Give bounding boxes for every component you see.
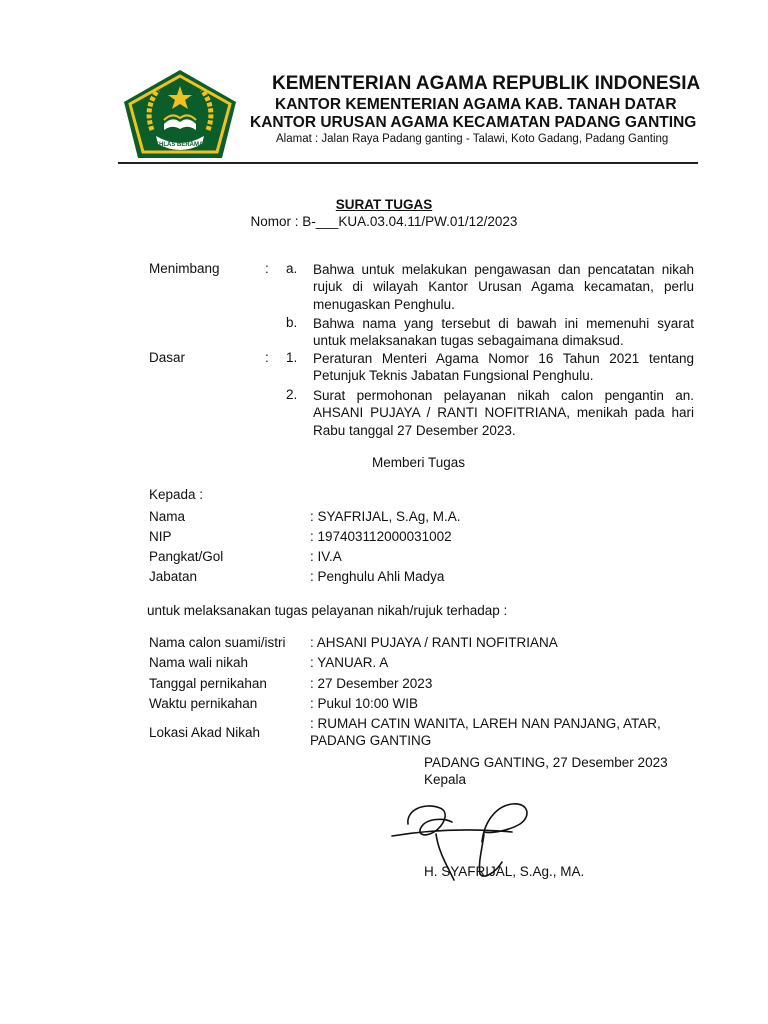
event-time-value: : Pukul 10:00 WIB xyxy=(310,696,419,711)
officer-nama-value: : SYAFRIJAL, S.Ag, M.A. xyxy=(310,509,461,524)
dasar-item-2: Surat permohonan pelayanan nikah calon pengantin an. AHSANI PUJAYA / RANTI NOFITRIANA, menikah pada hari Rabu tanggal 27 Desember 2023. xyxy=(313,388,694,438)
dasar-colon: : xyxy=(265,350,269,365)
dasar-label: Dasar xyxy=(149,350,186,365)
dasar-marker-2: 2. xyxy=(286,387,298,402)
officer-nama-label: Nama xyxy=(149,509,186,524)
kepada-label: Kepada : xyxy=(149,487,204,502)
menimbang-item-a: Bahwa untuk melakukan pengawasan dan pencatatan nikah rujuk di wilayah Kantor Urusan Agama kecamatan, perlu menugaskan Penghulu. xyxy=(313,262,694,312)
event-couple-value: : AHSANI PUJAYA / RANTI NOFITRIANA xyxy=(310,635,558,650)
kemenag-logo xyxy=(122,68,238,160)
document-title: SURAT TUGAS xyxy=(335,197,433,212)
logo-motto: IKHLAS BERAMAL xyxy=(153,142,207,148)
signature-place-date: PADANG GANTING, 27 Desember 2023 xyxy=(424,755,668,770)
event-location-label: Lokasi Akad Nikah xyxy=(149,725,261,740)
event-date-value: : 27 Desember 2023 xyxy=(310,676,433,691)
officer-jabatan-value: : Penghulu Ahli Madya xyxy=(310,569,445,584)
menimbang-item-b: Bahwa nama yang tersebut di bawah ini memenuhi syarat untuk melaksanakan tugas sebagaimana dimaksud. xyxy=(313,316,694,349)
letterhead-divider xyxy=(118,162,698,164)
letterhead-address: Alamat : Jalan Raya Padang ganting - Talawi, Koto Gadang, Padang Ganting xyxy=(276,133,669,145)
document-number: Nomor : B-___KUA.03.04.11/PW.01/12/2023 xyxy=(250,214,518,229)
memberi-tugas-heading: Memberi Tugas xyxy=(372,455,466,470)
dasar-marker-1: 1. xyxy=(286,350,298,365)
menimbang-colon: : xyxy=(265,261,269,276)
event-couple-label: Nama calon suami/istri xyxy=(149,635,286,650)
menimbang-label: Menimbang xyxy=(149,261,220,276)
event-wali-value: : YANUAR. A xyxy=(310,655,389,670)
officer-jabatan-label: Jabatan xyxy=(149,569,198,584)
purpose-text: untuk melaksanakan tugas pelayanan nikah/rujuk terhadap : xyxy=(147,603,508,618)
letterhead-office: KANTOR KEMENTERIAN AGAMA KAB. TANAH DATAR xyxy=(275,96,677,113)
dasar-item-1: Peraturan Menteri Agama Nomor 16 Tahun 2021 tentang Petunjuk Teknis Jabatan Fungsional Penghulu. xyxy=(313,351,694,384)
letterhead-ministry: KEMENTERIAN AGAMA REPUBLIK INDONESIA xyxy=(272,73,701,94)
event-location-value-line2: PADANG GANTING xyxy=(310,733,432,748)
signature-name: H. SYAFRIJAL, S.Ag., MA. xyxy=(424,864,585,879)
menimbang-marker-b: b. xyxy=(286,315,298,330)
letterhead-kua: KANTOR URUSAN AGAMA KECAMATAN PADANG GANTING xyxy=(250,114,697,131)
officer-nip-label: NIP xyxy=(149,529,172,544)
event-date-label: Tanggal pernikahan xyxy=(149,676,267,691)
officer-nip-value: : 197403112000031002 xyxy=(310,529,452,544)
officer-pangkat-value: : IV.A xyxy=(310,549,342,564)
event-time-label: Waktu pernikahan xyxy=(149,696,258,711)
event-location-value-line1: : RUMAH CATIN WANITA, LAREH NAN PANJANG, ATAR, xyxy=(310,716,661,731)
signature-role: Kepala xyxy=(424,772,467,787)
event-wali-label: Nama wali nikah xyxy=(149,655,249,670)
officer-pangkat-label: Pangkat/Gol xyxy=(149,549,224,564)
menimbang-marker-a: a. xyxy=(286,261,298,276)
